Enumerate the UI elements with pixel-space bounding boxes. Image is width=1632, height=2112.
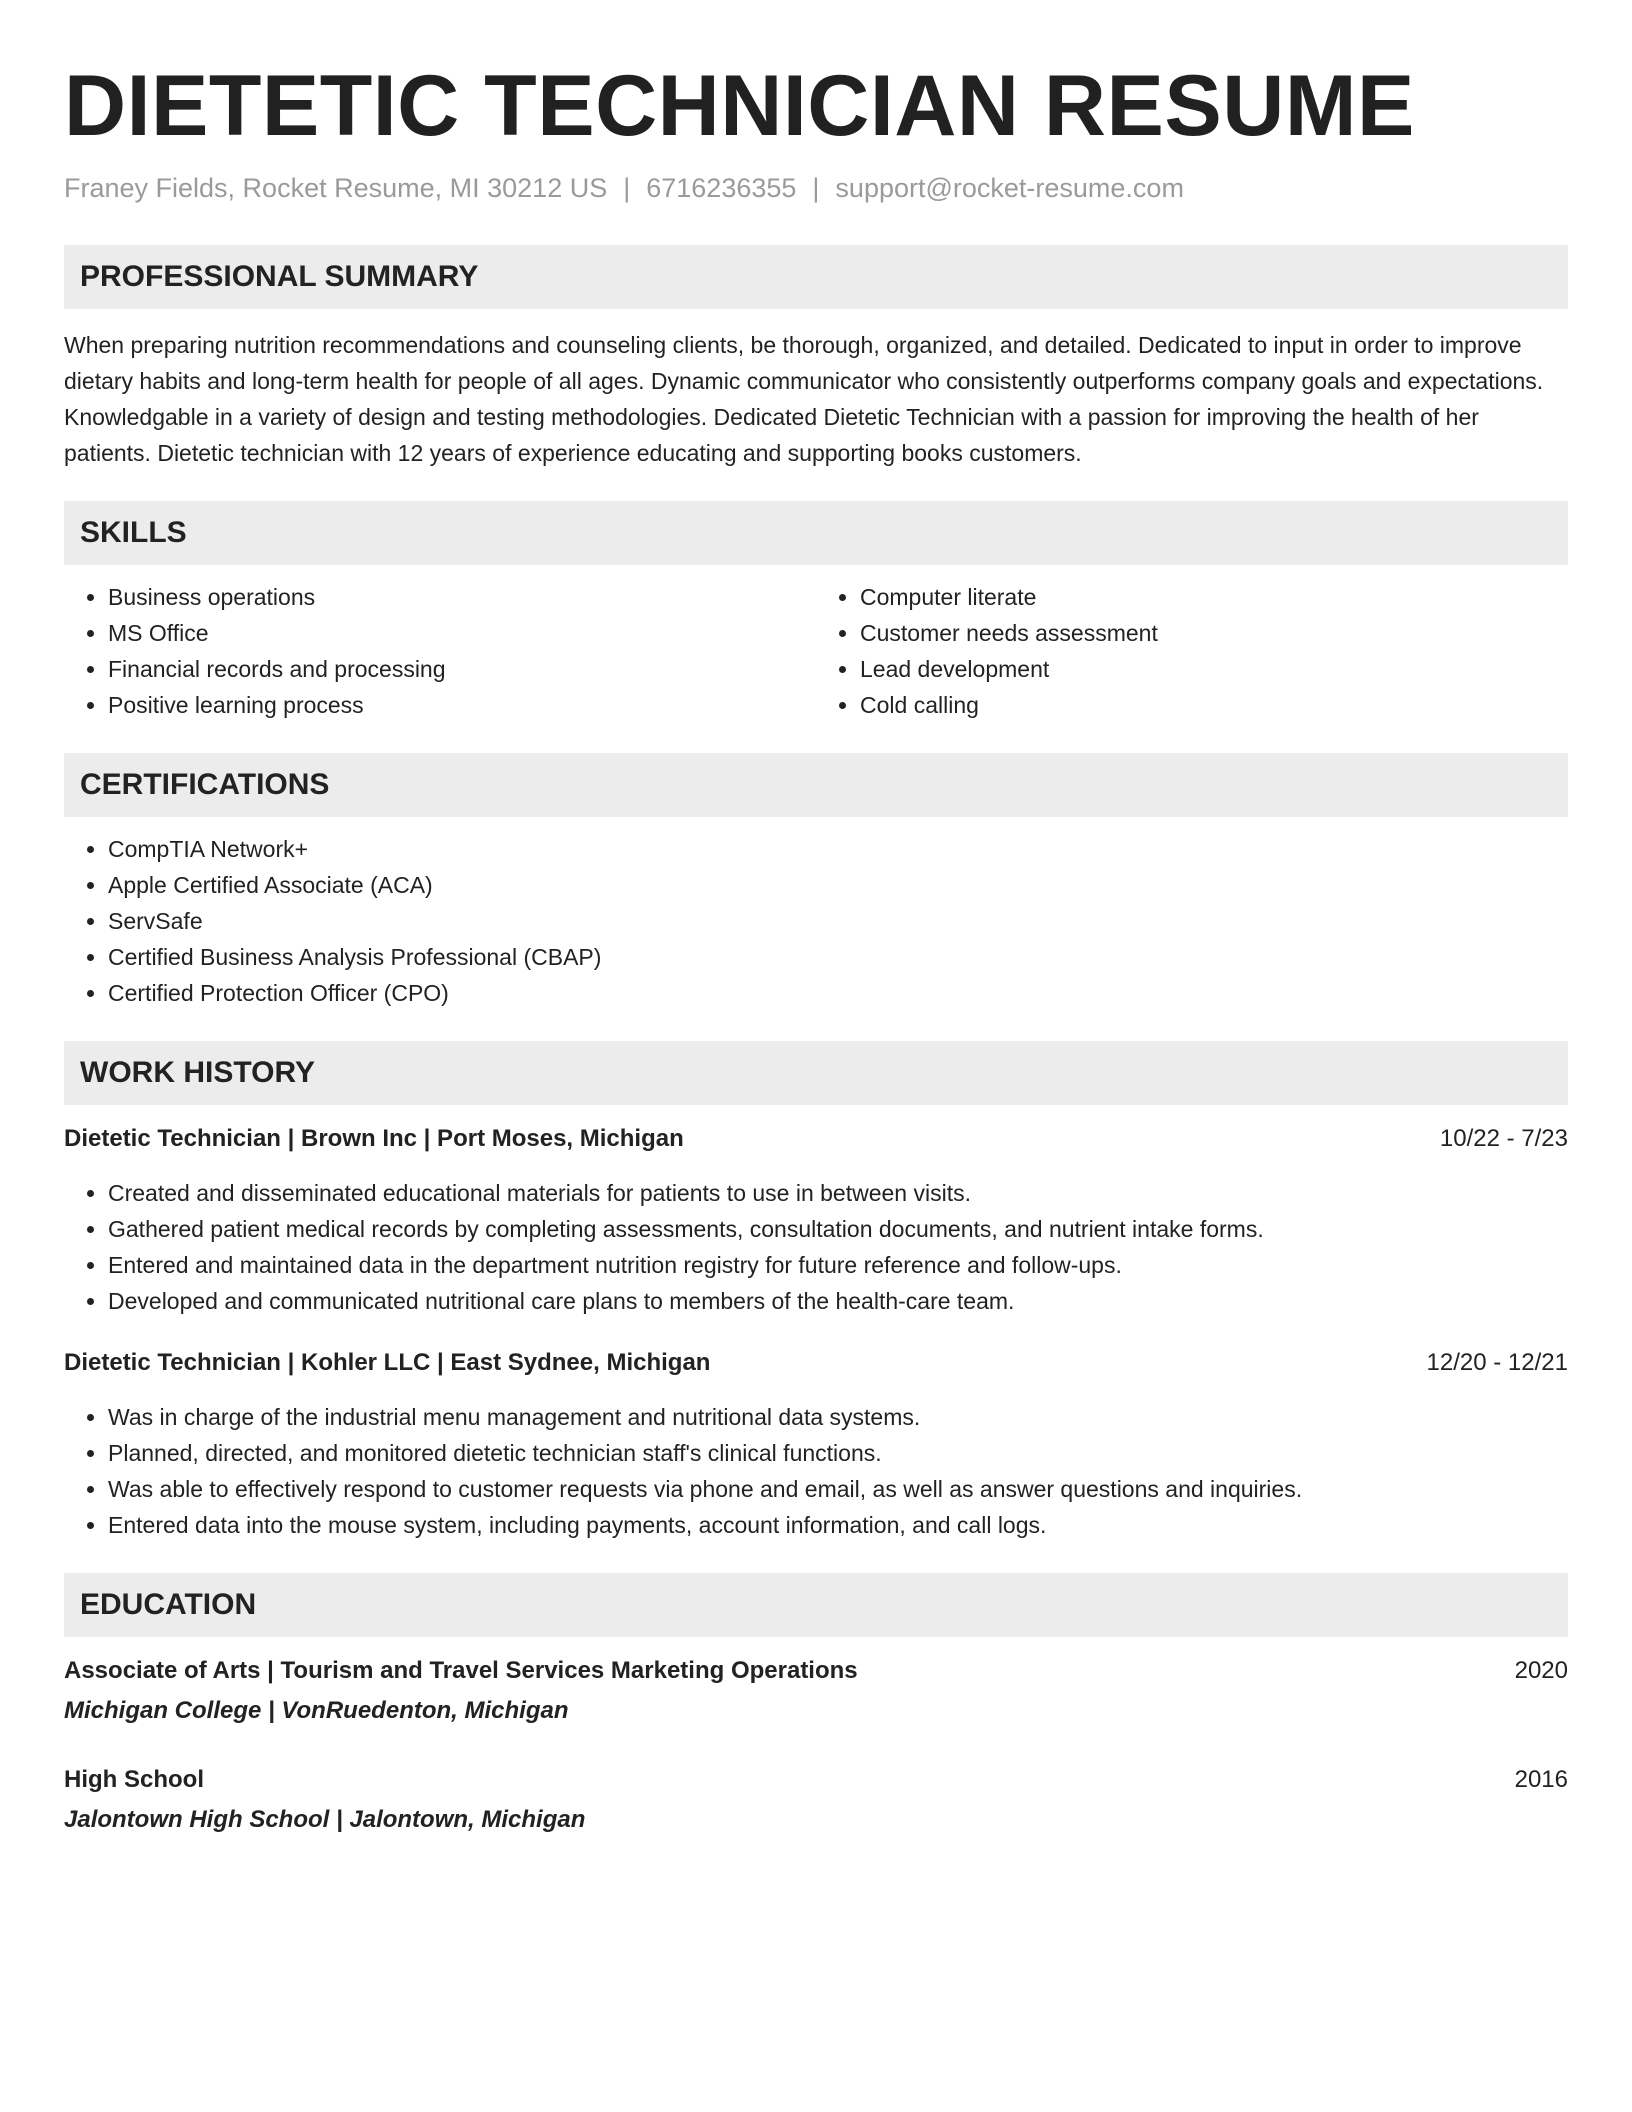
skills-column-right — [816, 579, 1568, 723]
education-entry — [64, 1653, 1568, 1729]
skill-item: • Positive learning process — [108, 687, 816, 723]
job-bullet: • Gathered patient medical records by completing assessments, consultation documents, and nutrient intake forms. — [108, 1211, 1568, 1247]
skill-item: • Customer needs assessment — [860, 615, 1568, 651]
section-header-summary: PROFESSIONAL SUMMARY — [64, 245, 1568, 309]
certification-item: • CompTIA Network+ — [108, 831, 1568, 867]
contact-address: Franey Fields, Rocket Resume, MI 30212 US — [64, 173, 608, 203]
job-bullet: • Planned, directed, and monitored dietetic technician staff's clinical functions. — [108, 1435, 1568, 1471]
job-title: Dietetic Technician | Kohler LLC | East Sydnee, Michigan — [64, 1349, 711, 1376]
contact-email: support@rocket-resume.com — [835, 173, 1184, 203]
job-header — [64, 1121, 1568, 1157]
education-year: 2020 — [1514, 1657, 1568, 1684]
certifications-list — [64, 831, 1568, 1011]
skill-item: • Financial records and processing — [108, 651, 816, 687]
resume-title: DIETETIC TECHNICIAN RESUME — [64, 58, 1415, 154]
section-header-certifications: CERTIFICATIONS — [64, 753, 1568, 817]
job-header — [64, 1345, 1568, 1381]
section-header-work-history: WORK HISTORY — [64, 1041, 1568, 1105]
contact-separator: | — [812, 173, 820, 203]
education-degree: Associate of Arts | Tourism and Travel Services Marketing Operations — [64, 1657, 858, 1684]
contact-separator: | — [623, 173, 631, 203]
skills-list — [64, 579, 1568, 723]
job-entry — [64, 1121, 1568, 1319]
certification-item: • Apple Certified Associate (ACA) — [108, 867, 1568, 903]
job-bullets — [64, 1399, 1568, 1543]
skill-item: • Business operations — [108, 579, 816, 615]
job-bullet: • Was able to effectively respond to customer requests via phone and email, as well as answer questions and inquiries. — [108, 1471, 1568, 1507]
certification-item: • ServSafe — [108, 903, 1568, 939]
job-bullet: • Developed and communicated nutritional care plans to members of the health-care team. — [108, 1283, 1568, 1319]
job-title: Dietetic Technician | Brown Inc | Port Moses, Michigan — [64, 1125, 684, 1152]
section-header-education: EDUCATION — [64, 1573, 1568, 1637]
education-header — [64, 1762, 1568, 1798]
section-header-skills: SKILLS — [64, 501, 1568, 565]
education-degree: High School — [64, 1766, 204, 1793]
job-bullet: • Entered and maintained data in the department nutrition registry for future reference and follow-ups. — [108, 1247, 1568, 1283]
job-entry — [64, 1345, 1568, 1543]
skill-item: • Lead development — [860, 651, 1568, 687]
job-bullet: • Entered data into the mouse system, including payments, account information, and call logs. — [108, 1507, 1568, 1543]
certification-item: • Certified Business Analysis Professional (CBAP) — [108, 939, 1568, 975]
skill-item: • Cold calling — [860, 687, 1568, 723]
skill-item: • Computer literate — [860, 579, 1568, 615]
contact-line — [64, 170, 1568, 206]
job-dates: 10/22 - 7/23 — [1439, 1125, 1568, 1152]
education-year: 2016 — [1514, 1766, 1568, 1793]
job-bullet: • Created and disseminated educational materials for patients to use in between visits. — [108, 1175, 1568, 1211]
job-bullet: • Was in charge of the industrial menu management and nutritional data systems. — [108, 1399, 1568, 1435]
education-header — [64, 1653, 1568, 1689]
contact-phone: 6716236355 — [646, 173, 797, 203]
skills-column-left — [64, 579, 816, 723]
job-dates: 12/20 - 12/21 — [1426, 1349, 1568, 1376]
certification-item: • Certified Protection Officer (CPO) — [108, 975, 1568, 1011]
education-school: Jalontown High School | Jalontown, Michigan — [64, 1806, 586, 1833]
education-entry — [64, 1762, 1568, 1838]
skill-item: • MS Office — [108, 615, 816, 651]
summary-text: When preparing nutrition recommendations and counseling clients, be thorough, organized, and detailed. Dedicated to input in order to improve dietary habits and long-term health for people of all ages. Dynamic communicator who consistently outperforms company goals and expectations. Knowledgable in a variety of design and testing methodologies. Dedicated Dietetic Technician with a passion for improving the health of her patients. Dietetic technician with 12 years of experience educating and supporting books customers. — [64, 332, 1544, 466]
job-bullets — [64, 1175, 1568, 1319]
education-school: Michigan College | VonRuedenton, Michigan — [64, 1697, 569, 1724]
